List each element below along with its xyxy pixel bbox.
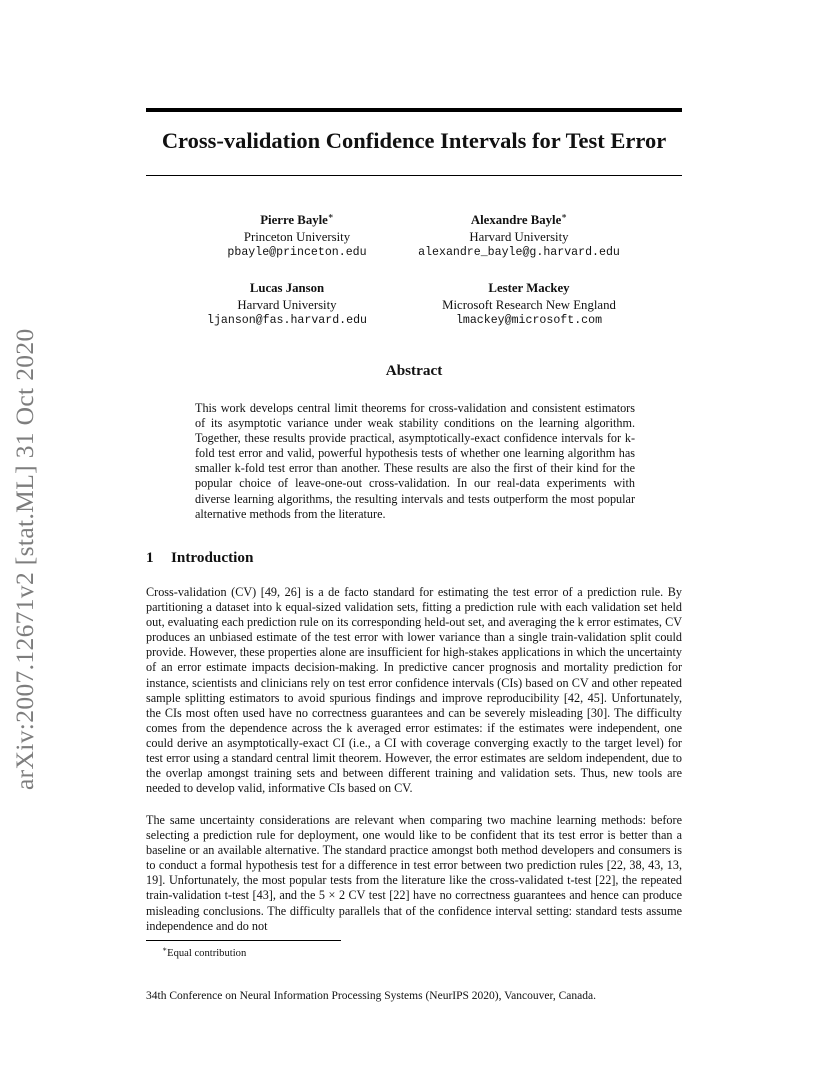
author-block xyxy=(157,280,417,330)
author-affiliation: Princeton University xyxy=(243,229,351,244)
body-paragraph: Cross-validation (CV) [49, 26] is a de facto standard for estimating the test error of a prediction rule. By partitioning a dataset into k equal-sized validation sets, fitting a prediction rule with each validation set held out, evaluating each prediction rule on its corresponding held-out set, and averaging the k error estimates, CV produces an unbiased estimate of the test error with lower variance than a single train-validation split could provide. However, these properties alone are insufficient for high-stakes applications in which the uncertainty of an error estimate impacts decision-making. In predictive cancer prognosis and mortality prediction for instance, scientists and clinicians rely on test error confidence intervals (CIs) based on CV and other repeated sample splitting estimators to avoid spurious findings and improve reproducibility [42, 45]. Unfortunately, the CIs most often used have no correctness guarantees and can be severely misleading [30]. The difficulty comes from the dependence across the k averaged error estimates: if the estimates were independent, one could derive an asymptotically-exact CI (i.e., a CI with coverage converging exactly to the target level) for test error using a standard central limit theorem. However, the error estimates are seldom independent, due to the overlap amongst training sets and between different training and validation sets. Thus, new tools are needed to develop valid, informative CIs based on CV. xyxy=(146,585,682,796)
author-name: Lester Mackey xyxy=(488,281,570,295)
abstract-text: This work develops central limit theorems for cross-validation and consistent estimators of its asymptotic variance under weak stability conditions on the learning algorithm. Together, these results provide practical, asymptotically-exact confidence intervals for k-fold test error and valid, powerful hypothesis tests of whether one learning algorithm has smaller k-fold test error than another. These results are also the first of their kind for the popular choice of leave-one-out cross-validation. In our real-data experiments with diverse learning algorithms, the resulting intervals and tests outperform the most popular alternative methods from the literature. xyxy=(195,401,635,521)
section-number: 1 xyxy=(146,549,154,566)
author-name: Lucas Janson xyxy=(249,281,325,295)
title-top-rule xyxy=(146,108,682,112)
paper-title: Cross-validation Confidence Intervals for Test Error xyxy=(161,128,667,153)
conference-footer: 34th Conference on Neural Information Processing Systems (NeurIPS 2020), Vancouver, Canada. xyxy=(146,990,596,1002)
footnote: ∗Equal contribution xyxy=(162,944,247,959)
author-block xyxy=(399,280,659,330)
author-block xyxy=(389,212,649,262)
footnote-rule xyxy=(146,940,341,941)
author-email[interactable]: alexandre_bayle@g.harvard.edu xyxy=(418,246,620,259)
author-block xyxy=(167,212,427,262)
body-paragraph: The same uncertainty considerations are relevant when comparing two machine learning methods: before selecting a prediction rule for deployment, one would like to be confident that its test error is better than a baseline or an available alternative. The standard practice amongst both method developers and consumers is to conduct a formal hypothesis test for a difference in test error between two prediction rules [22, 38, 43, 13, 19]. Unfortunately, the most popular tests from the literature like the cross-validated t-test [22], the repeated train-validation t-test [43], and the 5 × 2 CV test [22] have no correctness guarantees and hence can produce misleading conclusions. The difficulty parallels that of the confidence interval setting: standard tests assume independence and do not xyxy=(146,813,682,933)
abstract-heading: Abstract xyxy=(385,362,443,379)
author-email[interactable]: pbayle@princeton.edu xyxy=(227,246,367,259)
author-name: Alexandre Bayle∗ xyxy=(470,210,568,227)
arxiv-identifier: arXiv:2007.12671v2 [stat.ML] 31 Oct 2020 xyxy=(10,328,39,790)
author-affiliation: Harvard University xyxy=(469,229,569,244)
title-bottom-rule xyxy=(146,175,682,176)
author-email[interactable]: lmackey@microsoft.com xyxy=(455,314,603,327)
author-name: Pierre Bayle∗ xyxy=(260,210,334,227)
section-heading xyxy=(146,549,253,567)
author-affiliation: Microsoft Research New England xyxy=(442,297,616,312)
author-affiliation: Harvard University xyxy=(237,297,337,312)
section-title: Introduction xyxy=(171,549,254,566)
author-email[interactable]: ljanson@fas.harvard.edu xyxy=(206,314,368,327)
